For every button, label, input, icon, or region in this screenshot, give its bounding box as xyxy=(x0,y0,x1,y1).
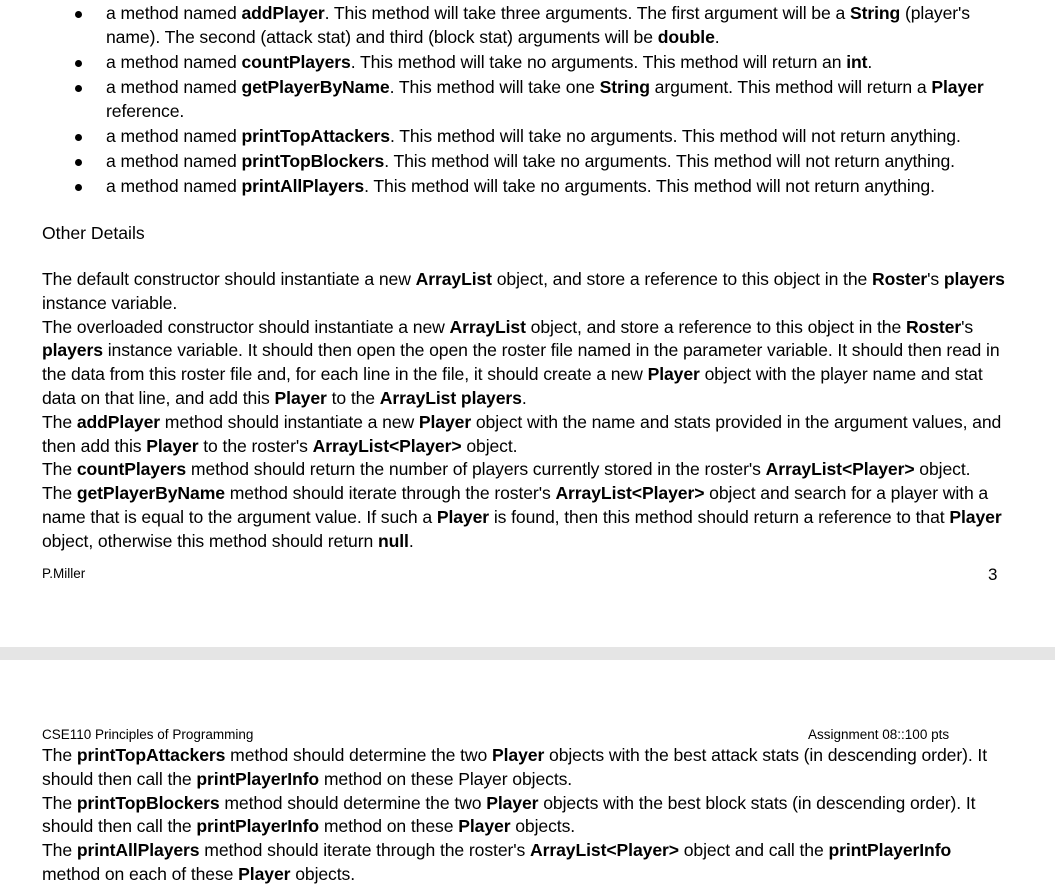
footer-page-number: 3 xyxy=(988,565,998,584)
bold-term: ArrayList xyxy=(449,316,526,337)
paragraph: The printTopAttackers method should determine the two Player objects with the best attack stats (in descending order). It should then call the printPlayerInfo method on these Player objects. xyxy=(42,745,987,789)
bullet-text: a method named printTopBlockers. This method will take no arguments. This method will not return anything. xyxy=(106,150,955,171)
bold-term: printPlayerInfo xyxy=(196,816,320,837)
bold-term: ArrayList xyxy=(415,269,492,289)
paragraph: The getPlayerByName method should iterate through the roster's ArrayList<Player> object and search for a player with a name that is equal to the argument value. If such a Player is found, then this method should return a reference to that Player object, otherwise this method should return null. xyxy=(42,483,1002,551)
bold-term: Player xyxy=(238,863,291,884)
paragraph: The printTopBlockers method should determine the two Player objects with the best block stats (in descending order). It should then call the printPlayerInfo method on these Player objects. xyxy=(42,792,976,837)
bullet-dot xyxy=(75,60,82,67)
paragraph: The addPlayer method should instantiate a new Player object with the name and stats provided in the argument values, and then add this Player to the roster's ArrayList<Player> object. xyxy=(42,411,1002,456)
bold-term: String xyxy=(599,76,650,97)
bullet-dot xyxy=(75,11,82,18)
bullet-item xyxy=(0,76,1055,124)
bullet-item xyxy=(0,125,1055,149)
bold-term: Player xyxy=(491,745,545,765)
bold-term: Player xyxy=(486,792,539,813)
bold-term: Player xyxy=(436,506,490,527)
details-paragraphs xyxy=(42,268,1012,554)
bold-term: Player xyxy=(418,411,472,432)
bullet-dot xyxy=(75,85,82,92)
bold-term: printAllPlayers xyxy=(241,175,365,196)
bold-term: Player xyxy=(274,387,327,408)
bold-term: addPlayer xyxy=(76,411,161,432)
bold-term: countPlayers xyxy=(76,459,187,480)
page4-paragraphs xyxy=(42,744,1012,887)
bold-term: ArrayList<Player> xyxy=(765,459,915,480)
bold-term: printTopAttackers xyxy=(76,745,226,765)
bullet-item xyxy=(0,2,1055,50)
bold-term: printPlayerInfo xyxy=(828,840,952,861)
bold-term: printTopBlockers xyxy=(241,150,385,171)
paragraph: The countPlayers method should return the number of players currently stored in the roster's ArrayList<Player> object. xyxy=(42,459,971,480)
method-bullet-list xyxy=(0,2,1055,200)
bold-term: int xyxy=(846,51,868,72)
bullet-text: a method named getPlayerByName. This method will take one String argument. This method will return a Player reference. xyxy=(106,76,984,121)
bullet-item xyxy=(0,51,1055,75)
paragraph: The default constructor should instantiate a new ArrayList object, and store a reference to this object in the Roster's players instance variable. xyxy=(42,269,1005,313)
bold-term: players xyxy=(943,269,1005,289)
bold-term: ArrayList<Player> xyxy=(530,840,679,861)
bold-term: players xyxy=(42,340,103,361)
bold-term: Player xyxy=(931,76,984,97)
bold-term: printAllPlayers xyxy=(76,840,200,861)
bold-term: addPlayer xyxy=(241,3,325,23)
bold-term: Player xyxy=(647,364,700,385)
footer-author: P.Miller xyxy=(42,566,86,581)
bold-term: double xyxy=(657,26,715,47)
bold-term: null xyxy=(377,530,409,551)
bold-term: ArrayList players xyxy=(379,387,522,408)
bold-term: getPlayerByName xyxy=(76,483,225,504)
paragraph: The overloaded constructor should instantiate a new ArrayList object, and store a reference to this object in the Roster's players instance variable. It should then open the open the roster file named in the parameter variable. It should then read in the data from this roster file and, for each line in the file, it should create a new Player object with the player name and stat data on that line, and add this Player to the ArrayList players. xyxy=(42,316,1000,408)
bullet-dot xyxy=(75,134,82,141)
bold-term: printTopAttackers xyxy=(241,125,390,146)
bold-term: Roster xyxy=(905,316,962,337)
header-course: CSE110 Principles of Programming xyxy=(42,727,254,742)
bold-term: getPlayerByName xyxy=(241,76,390,97)
bullet-text: a method named printAllPlayers. This method will take no arguments. This method will not return anything. xyxy=(106,175,935,196)
bullet-text: a method named printTopAttackers. This method will take no arguments. This method will not return anything. xyxy=(106,125,961,146)
bold-term: printPlayerInfo xyxy=(196,768,320,789)
bullet-text: a method named countPlayers. This method will take no arguments. This method will return an int. xyxy=(106,51,873,72)
bold-term: ArrayList<Player> xyxy=(555,483,705,504)
bullet-dot xyxy=(75,184,82,191)
section-heading: Other Details xyxy=(42,223,145,243)
bold-term: Player xyxy=(146,435,199,456)
bold-term: Player xyxy=(458,816,511,837)
bold-term: ArrayList<Player> xyxy=(312,435,462,456)
bold-term: printTopBlockers xyxy=(76,792,220,813)
document-page-4 xyxy=(0,660,1055,891)
header-assignment: Assignment 08::100 pts xyxy=(808,727,950,742)
bold-term: String xyxy=(849,3,901,23)
bullet-item xyxy=(0,175,1055,199)
bold-term: Player xyxy=(949,506,1002,527)
bullet-dot xyxy=(75,159,82,166)
paragraph: The printAllPlayers method should iterate through the roster's ArrayList<Player> object and call the printPlayerInfo method on each of these Player objects. xyxy=(42,840,952,884)
page-break-gap xyxy=(0,647,1055,660)
bullet-item xyxy=(0,150,1055,174)
bold-term: Roster xyxy=(872,269,928,289)
bullet-text: a method named addPlayer. This method will take three arguments. The first argument will be a String (player's name). The second (attack stat) and third (block stat) arguments will be double. xyxy=(106,3,970,47)
bold-term: countPlayers xyxy=(241,51,351,72)
